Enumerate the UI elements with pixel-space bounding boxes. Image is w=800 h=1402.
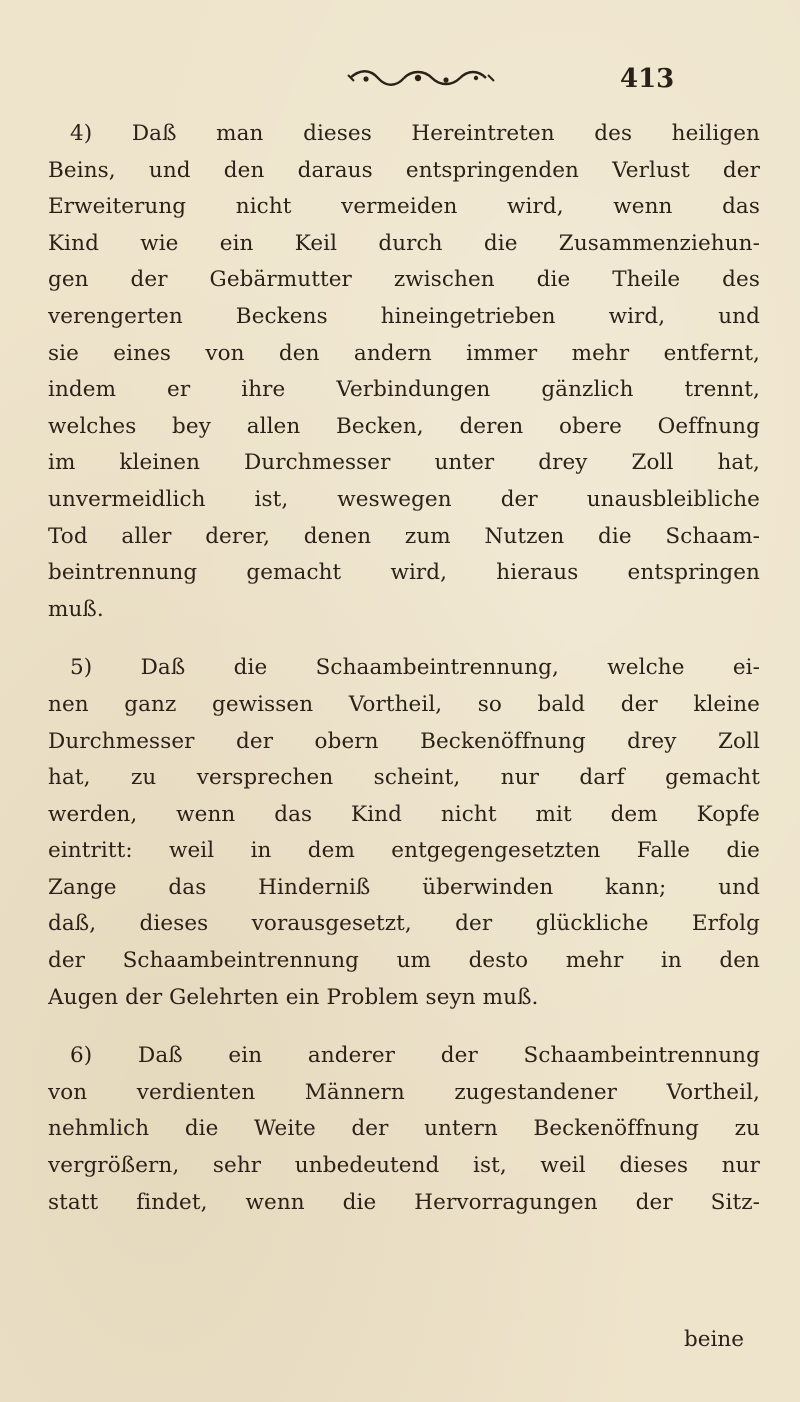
text-line: statt findet, wenn die Hervorragungen der Sitz- bbox=[48, 1189, 760, 1215]
text-line: nen ganz gewissen Vortheil, so bald der kleine bbox=[48, 691, 760, 717]
page-number: 413 bbox=[620, 64, 675, 94]
text-line: eintritt: weil in dem entgegengesetzten Falle die bbox=[48, 838, 760, 864]
text-line: Augen der Gelehrten ein Problem seyn muß. bbox=[48, 984, 539, 1010]
paragraph-4 bbox=[48, 116, 760, 628]
text-line: im kleinen Durchmesser unter drey Zoll hat, bbox=[48, 450, 760, 476]
text-line: hat, zu versprechen scheint, nur darf gemacht bbox=[48, 765, 760, 791]
text-line: nehmlich die Weite der untern Beckenöffnung zu bbox=[48, 1116, 760, 1142]
body-text bbox=[48, 116, 760, 1243]
text-line: Tod aller derer, denen zum Nutzen die Schaam- bbox=[48, 523, 760, 549]
page-header bbox=[0, 52, 800, 112]
text-line: muß. bbox=[48, 596, 104, 622]
text-line: unvermeidlich ist, weswegen der unausbleibliche bbox=[48, 486, 760, 512]
text-line: daß, dieses vorausgesetzt, der glückliche Erfolg bbox=[48, 911, 760, 937]
text-line: von verdienten Männern zugestandener Vortheil, bbox=[48, 1079, 760, 1105]
text-line: 6) Daß ein anderer der Schaambeintrennung bbox=[70, 1043, 760, 1069]
text-line: verengerten Beckens hineingetrieben wird, und bbox=[48, 303, 760, 329]
text-line: der Schaambeintrennung um desto mehr in den bbox=[48, 948, 760, 974]
text-line: indem er ihre Verbindungen gänzlich trennt, bbox=[48, 377, 760, 403]
printers-ornament-icon bbox=[346, 66, 496, 90]
text-line: sie eines von den andern immer mehr entfernt, bbox=[48, 340, 760, 366]
paragraph-5 bbox=[48, 650, 760, 1016]
text-line: Beins, und den daraus entspringenden Verlust der bbox=[48, 157, 760, 183]
text-line: 5) Daß die Schaambeintrennung, welche ei- bbox=[70, 655, 760, 681]
text-line: Kind wie ein Keil durch die Zusammenziehun- bbox=[48, 230, 760, 256]
text-line: welches bey allen Becken, deren obere Oeffnung bbox=[48, 413, 760, 439]
text-line: vergrößern, sehr unbedeutend ist, weil dieses nur bbox=[48, 1153, 760, 1179]
text-line: werden, wenn das Kind nicht mit dem Kopfe bbox=[48, 801, 760, 827]
text-line: Zange das Hinderniß überwinden kann; und bbox=[48, 874, 760, 900]
paragraph-6 bbox=[48, 1038, 760, 1221]
text-line: beintrennung gemacht wird, hieraus entspringen bbox=[48, 560, 760, 586]
text-line: Erweiterung nicht vermeiden wird, wenn das bbox=[48, 194, 760, 220]
catchword: beine bbox=[684, 1327, 744, 1352]
text-line: 4) Daß man dieses Hereintreten des heiligen bbox=[70, 121, 760, 146]
text-line: Durchmesser der obern Beckenöffnung drey Zoll bbox=[48, 728, 760, 754]
text-line: gen der Gebärmutter zwischen die Theile des bbox=[48, 267, 760, 293]
